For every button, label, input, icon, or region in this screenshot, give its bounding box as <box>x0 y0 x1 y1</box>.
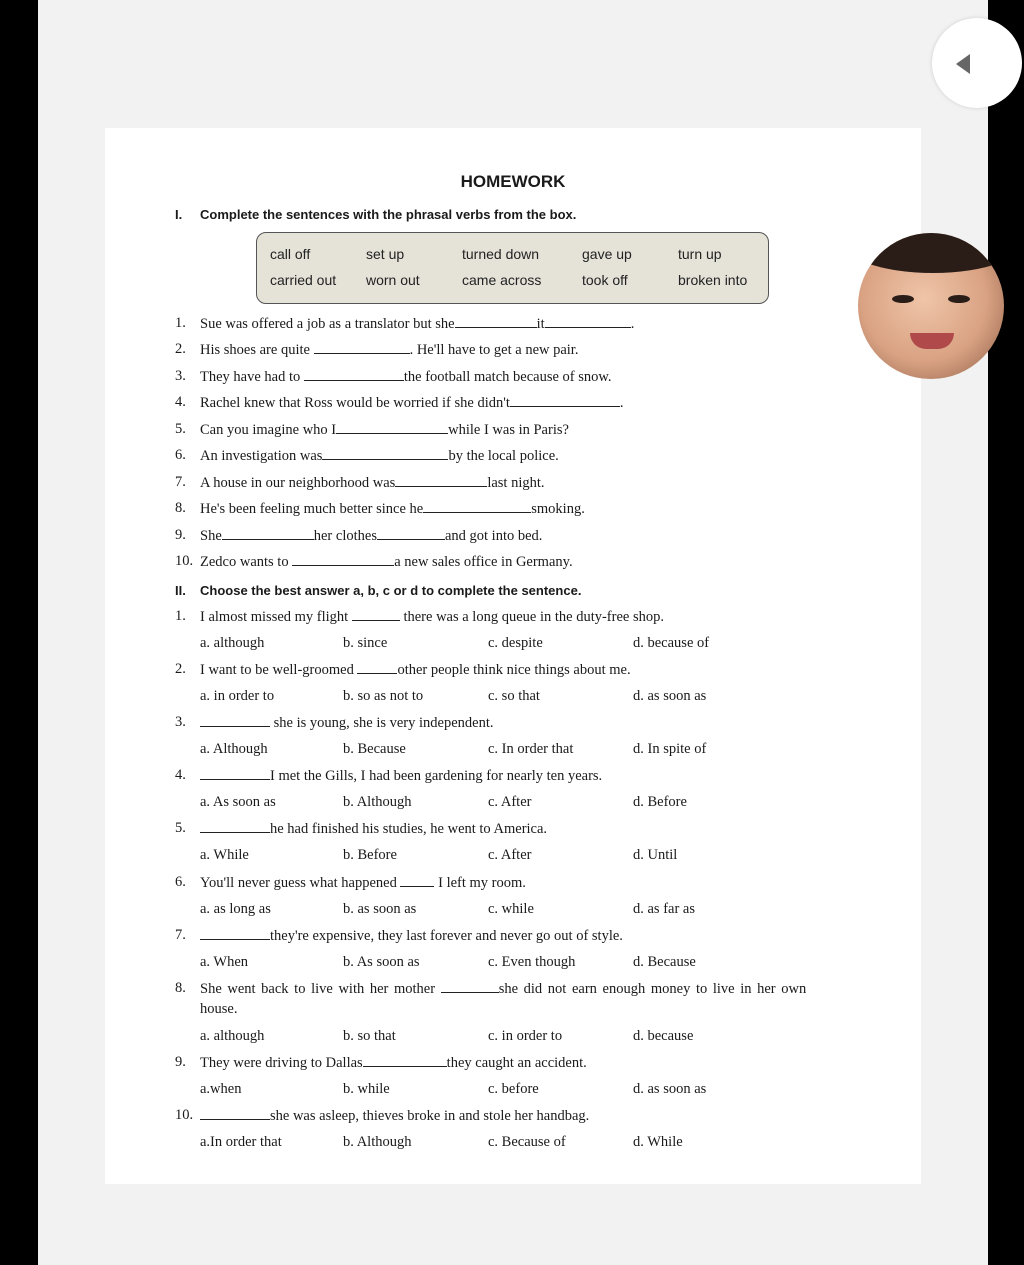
question-text-continued: house. <box>200 1001 238 1017</box>
box-word: took off <box>582 272 628 288</box>
camera-bubble[interactable] <box>858 233 1004 379</box>
answer-blank[interactable] <box>336 421 448 434</box>
page-title: HOMEWORK <box>460 172 566 191</box>
sentence-text: His shoes are quite . He'll have to get a new pair. <box>200 342 579 358</box>
question-number: 6. <box>175 874 186 890</box>
question-text: You'll never guess what happened I left my room. <box>200 875 526 891</box>
option-a[interactable]: a. in order to <box>200 688 275 704</box>
option-d[interactable]: d. because of <box>633 635 710 651</box>
sentence-text: A house in our neighborhood was last night. <box>200 475 545 491</box>
box-word: call off <box>270 246 311 262</box>
option-d[interactable]: d. as soon as <box>633 688 707 704</box>
option-c[interactable]: c. In order that <box>488 741 574 757</box>
sentence-text: An investigation was by the local police. <box>200 448 559 464</box>
option-a[interactable]: a. Although <box>200 741 268 757</box>
question-number: 7. <box>175 927 186 943</box>
option-b[interactable]: b. as soon as <box>343 901 417 917</box>
option-d[interactable]: d. as far as <box>633 901 696 917</box>
answer-blank[interactable] <box>314 341 410 354</box>
eye-shape <box>948 295 970 303</box>
answer-blank[interactable] <box>441 980 499 993</box>
question-number: 10. <box>175 1107 194 1123</box>
box-word: set up <box>366 246 405 262</box>
option-b[interactable]: b. while <box>343 1081 390 1097</box>
option-a[interactable]: a.when <box>200 1081 242 1097</box>
question-number: 4. <box>175 767 186 783</box>
question-text: he had finished his studies, he went to America. <box>200 820 547 838</box>
option-c[interactable]: c. so that <box>488 688 540 704</box>
option-c[interactable]: c. while <box>488 901 534 917</box>
option-c[interactable]: c. Because of <box>488 1134 566 1150</box>
option-c[interactable]: c. After <box>488 847 532 863</box>
question-text: I almost missed my flight there was a long queue in the duty-free shop. <box>200 609 664 625</box>
answer-blank[interactable] <box>304 368 404 381</box>
sentence-item: 2. <box>175 341 186 357</box>
option-a[interactable]: a. While <box>200 847 249 863</box>
answer-blank[interactable] <box>200 767 270 780</box>
worksheet-page <box>105 128 921 1184</box>
option-b[interactable]: b. so as not to <box>343 688 424 704</box>
answer-blank[interactable] <box>400 874 434 887</box>
question-text: I want to be well-groomed other people think nice things about me. <box>200 662 631 678</box>
option-a[interactable]: a. as long as <box>200 901 271 917</box>
question-text: they're expensive, they last forever and never go out of style. <box>200 927 623 945</box>
section-1-number: I. <box>175 207 183 222</box>
option-a[interactable]: a. When <box>200 954 249 970</box>
box-word: turned down <box>462 246 540 262</box>
option-c[interactable]: c. Even though <box>488 954 576 970</box>
option-d[interactable]: d. Before <box>633 794 687 810</box>
sentence-item: 1. <box>175 315 186 331</box>
question-number: 5. <box>175 820 186 836</box>
question-number: 8. <box>175 980 186 996</box>
question-number: 9. <box>175 1054 186 1070</box>
question-number: 2. <box>175 661 186 677</box>
answer-blank[interactable] <box>510 394 620 407</box>
box-word: gave up <box>582 246 632 262</box>
answer-blank[interactable] <box>545 315 631 328</box>
sentence-item: 8. <box>175 500 186 516</box>
option-a[interactable]: a.In order that <box>200 1134 282 1150</box>
box-word: broken into <box>678 272 748 288</box>
question-text: I met the Gills, I had been gardening for nearly ten years. <box>200 767 602 785</box>
option-b[interactable]: b. since <box>343 635 388 651</box>
answer-blank[interactable] <box>222 527 314 540</box>
answer-blank[interactable] <box>357 661 397 674</box>
answer-blank[interactable] <box>200 927 270 940</box>
sentence-text: Sue was offered a job as a translator but she it . <box>200 316 635 332</box>
phrasal-verb-box <box>256 232 769 304</box>
box-word: worn out <box>366 272 420 288</box>
answer-blank[interactable] <box>200 820 270 833</box>
sentence-text: Rachel knew that Ross would be worried if she didn't . <box>200 395 624 411</box>
sentence-text: Can you imagine who I while I was in Paris? <box>200 422 569 438</box>
question-text: She went back to live with her mother she did not earn enough money to live in her own <box>200 981 807 997</box>
section-2-heading: Choose the best answer a, b, c or d to complete the sentence. <box>200 583 582 598</box>
question-number: 1. <box>175 608 186 624</box>
option-b[interactable]: b. As soon as <box>343 954 420 970</box>
question-text: she is young, she is very independent. <box>200 714 494 732</box>
mouth-shape <box>910 333 954 349</box>
option-a[interactable]: a. although <box>200 635 265 651</box>
answer-blank[interactable] <box>395 474 487 487</box>
sentence-text: He's been feeling much better since he smoking. <box>200 501 585 517</box>
option-c[interactable]: c. in order to <box>488 1028 563 1044</box>
answer-blank[interactable] <box>377 527 445 540</box>
option-b[interactable]: b. Although <box>343 794 412 810</box>
sentence-item: 4. <box>175 394 186 410</box>
box-word: turn up <box>678 246 722 262</box>
eye-shape <box>892 295 914 303</box>
answer-blank[interactable] <box>455 315 537 328</box>
option-b[interactable]: b. Before <box>343 847 397 863</box>
option-a[interactable]: a. As soon as <box>200 794 276 810</box>
option-c[interactable]: c. After <box>488 794 532 810</box>
sentence-text: She her clothes and got into bed. <box>200 528 543 544</box>
sentence-text: They have had to the football match because of snow. <box>200 369 612 385</box>
hair-shape <box>858 233 1004 273</box>
answer-blank[interactable] <box>322 447 448 460</box>
question-text: They were driving to Dallas they caught an accident. <box>200 1055 587 1071</box>
answer-blank[interactable] <box>423 500 531 513</box>
option-d[interactable]: d. While <box>633 1134 683 1150</box>
back-button[interactable] <box>932 18 1022 108</box>
answer-blank[interactable] <box>363 1054 447 1067</box>
option-c[interactable]: c. before <box>488 1081 539 1097</box>
answer-blank[interactable] <box>200 714 270 727</box>
option-a[interactable]: a. although <box>200 1028 265 1044</box>
option-b[interactable]: b. so that <box>343 1028 396 1044</box>
sentence-item: 10. <box>175 553 194 569</box>
option-d[interactable]: d. because <box>633 1028 694 1044</box>
section-2-number: II. <box>175 583 186 598</box>
sentence-text: Zedco wants to a new sales office in Germany. <box>200 554 573 570</box>
option-d[interactable]: d. as soon as <box>633 1081 707 1097</box>
answer-blank[interactable] <box>352 608 400 621</box>
box-word: carried out <box>270 272 337 288</box>
question-number: 3. <box>175 714 186 730</box>
option-b[interactable]: b. Because <box>343 741 406 757</box>
option-b[interactable]: b. Although <box>343 1134 412 1150</box>
box-word: came across <box>462 272 542 288</box>
section-1-heading: Complete the sentences with the phrasal verbs from the box. <box>200 207 577 222</box>
question-text: she was asleep, thieves broke in and stole her handbag. <box>200 1107 589 1125</box>
option-d[interactable]: d. Until <box>633 847 678 863</box>
option-d[interactable]: d. Because <box>633 954 696 970</box>
sentence-item: 3. <box>175 368 186 384</box>
option-d[interactable]: d. In spite of <box>633 741 707 757</box>
sentence-item: 9. <box>175 527 186 543</box>
back-arrow-icon <box>956 54 970 74</box>
answer-blank[interactable] <box>292 553 394 566</box>
answer-blank[interactable] <box>200 1107 270 1120</box>
sentence-item: 5. <box>175 421 186 437</box>
option-c[interactable]: c. despite <box>488 635 543 651</box>
sentence-item: 7. <box>175 474 186 490</box>
sentence-item: 6. <box>175 447 186 463</box>
